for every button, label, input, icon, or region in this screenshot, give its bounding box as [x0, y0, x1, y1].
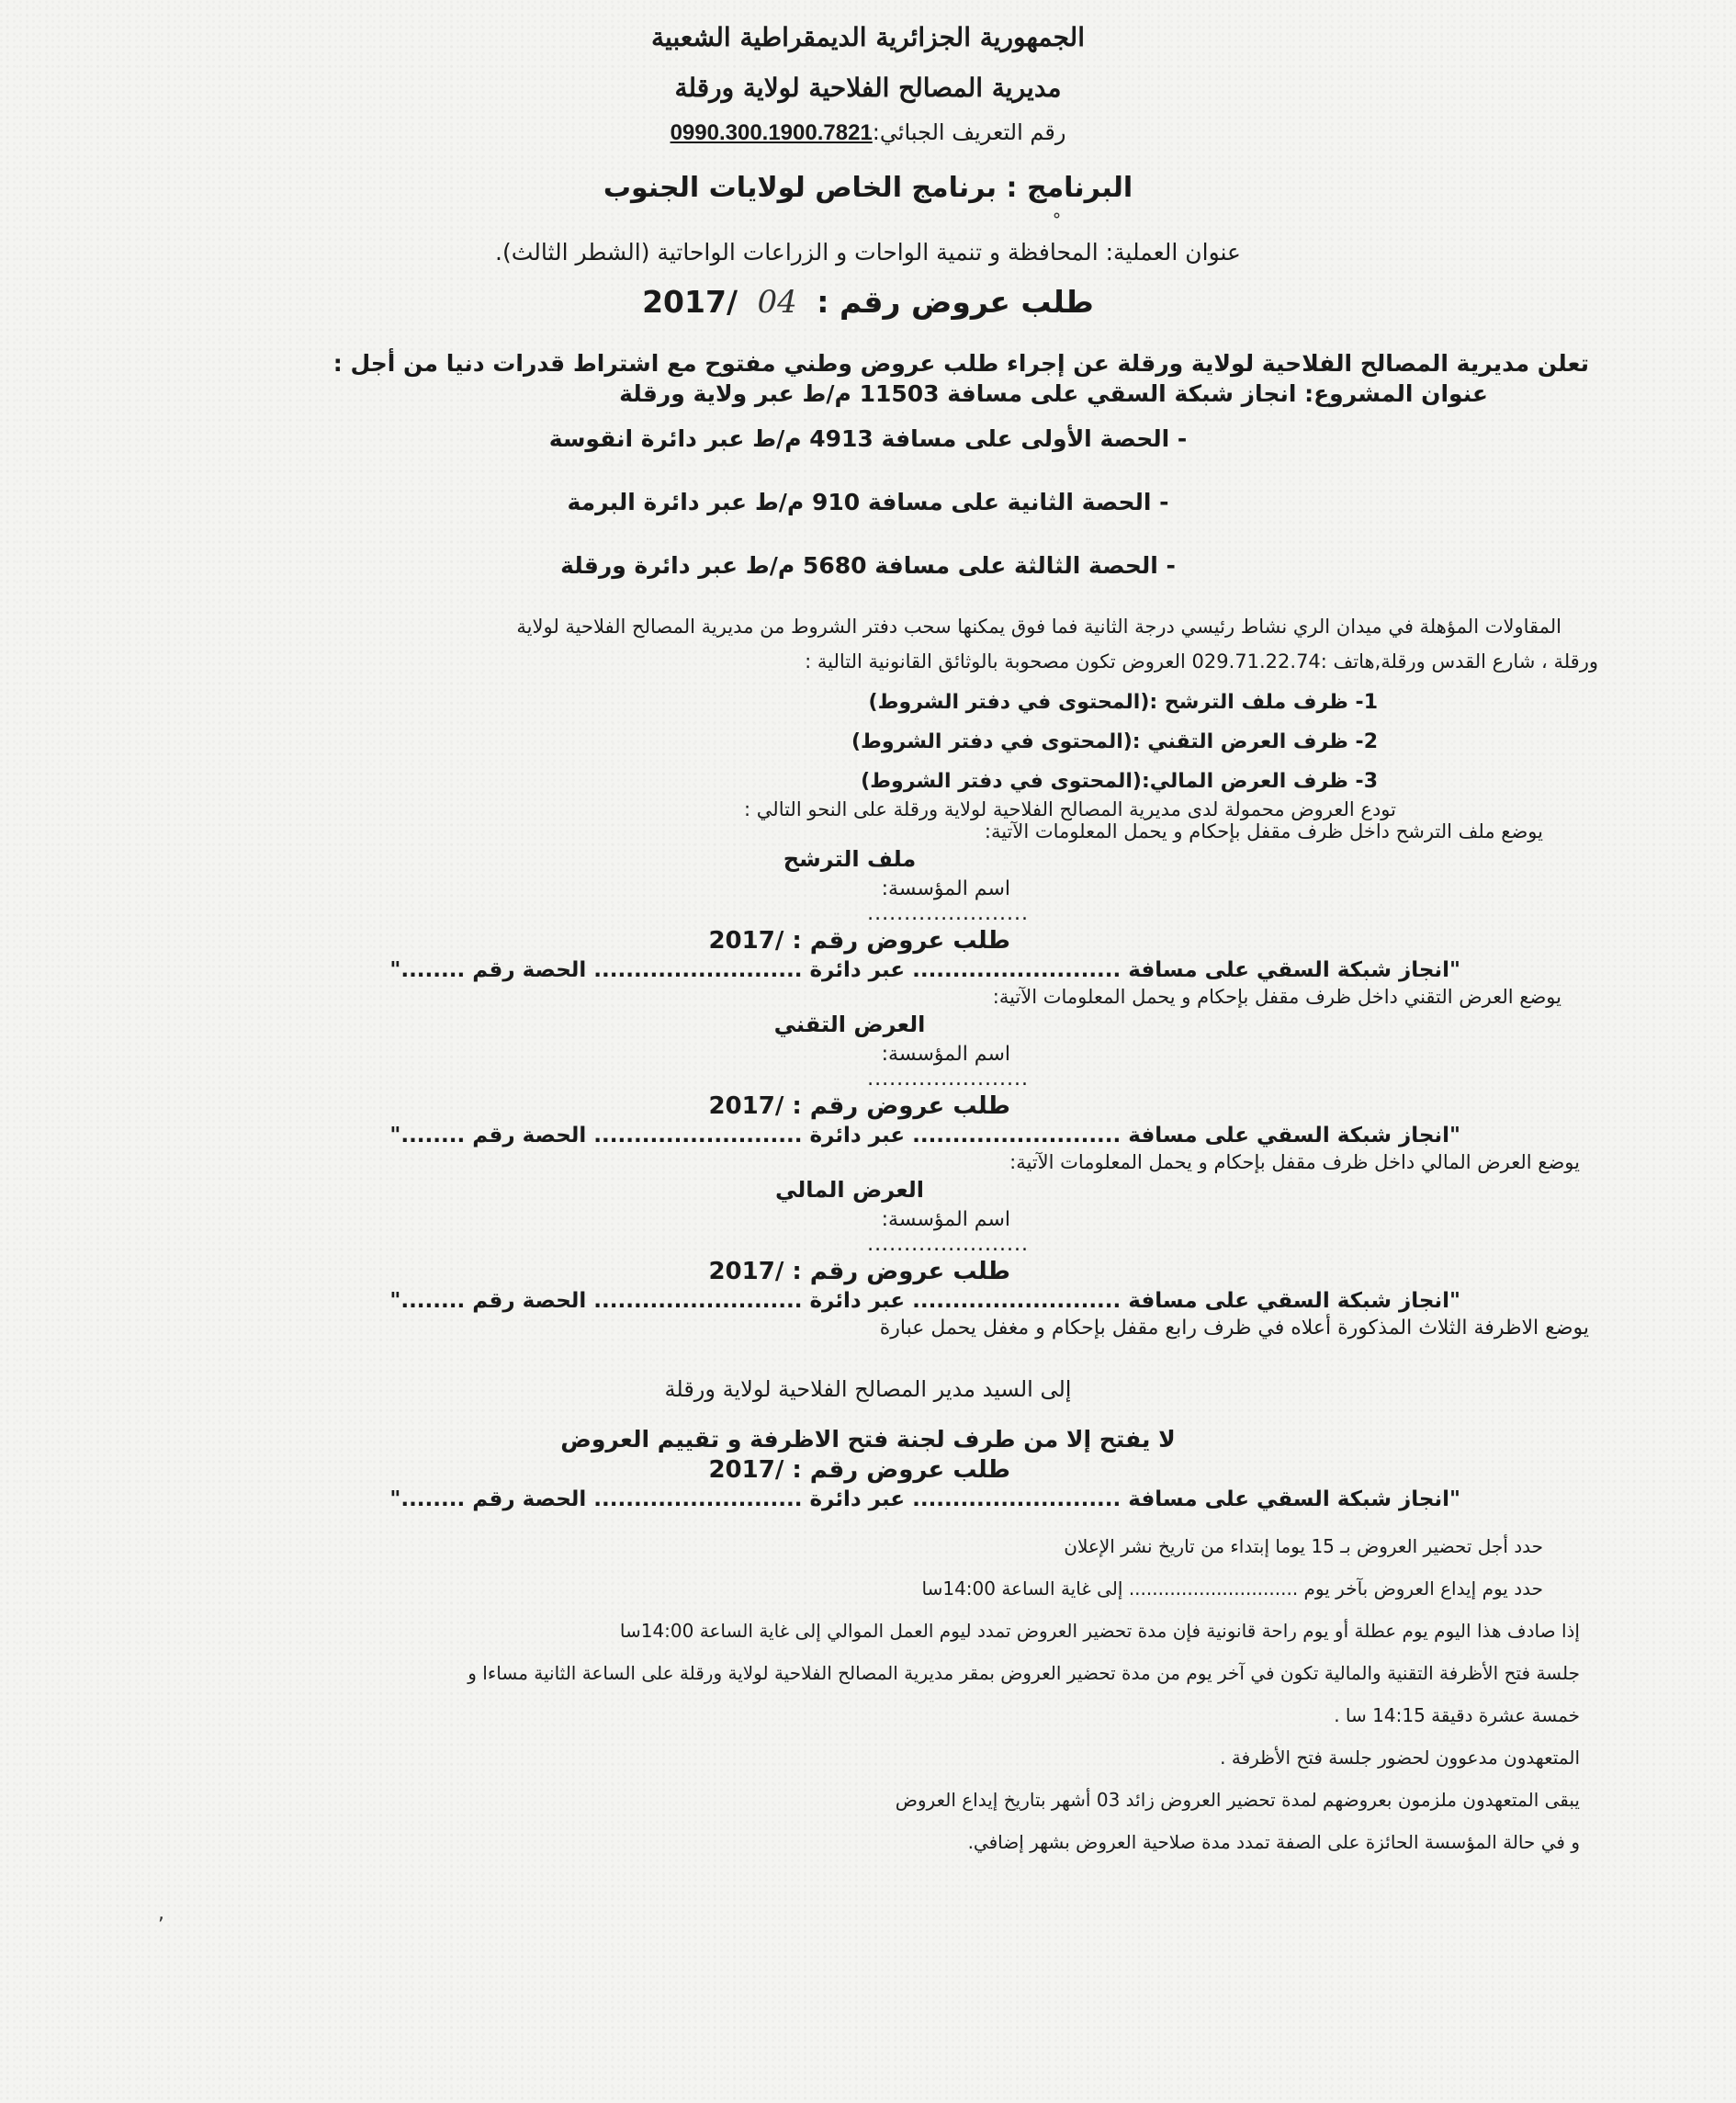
- stray-mark: ˚: [1052, 213, 1062, 236]
- announcement-line-1: تعلن مديرية المصالح الفلاحية لولاية ورقلة عن إجراء طلب عروض وطني مفتوح مع اشتراط قدرات دنيا من أجل :: [333, 350, 1589, 377]
- form-project-line: "انجاز شبكة السقي على مسافة .......................... عبر دائرة .......................... الحصة رقم ........": [389, 1289, 1460, 1313]
- form-request-line: طلب عروض رقم : /2017: [708, 1258, 1010, 1285]
- company-name-label: اسم المؤسسة:: [881, 877, 1010, 900]
- outer-envelope-form: [138, 1456, 1598, 1511]
- term-line: المتعهدون مدعوون لحضور جلسة فتح الأظرفة .: [1220, 1747, 1580, 1769]
- eligibility-line-1: المقاولات المؤهلة في ميدان الري نشاط رئيسي درجة الثانية فما فوق يمكنها سحب دفتر الشروط من مديرية المصالح الفلاحية لولاية: [516, 616, 1561, 638]
- tax-id-label: رقم التعريف الجبائي:: [872, 119, 1066, 145]
- tax-id-line: [138, 119, 1598, 146]
- request-title: [138, 284, 1598, 321]
- form-project-line: "انجاز شبكة السقي على مسافة .......................... عبر دائرة .......................... الحصة رقم ........": [389, 1124, 1460, 1148]
- program-title: البرنامج : برنامج الخاص لولايات الجنوب: [603, 172, 1133, 204]
- request-number-handwritten: 04: [757, 284, 797, 321]
- company-name-dots: ......................: [867, 902, 1029, 925]
- candidacy-envelope-form: [138, 846, 1598, 982]
- term-line: خمسة عشرة دقيقة 14:15 سا .: [1334, 1704, 1580, 1726]
- form-title: ملف الترشح: [783, 846, 917, 872]
- form-project-line: "انجاز شبكة السقي على مسافة .......................... عبر دائرة .......................... الحصة رقم ........": [389, 1487, 1460, 1511]
- deposit-intro: تودع العروض محمولة لدى مديرية المصالح الفلاحية لولاية ورقلة على النحو التالي :: [744, 798, 1396, 820]
- outer-envelope-address: إلى السيد مدير المصالح الفلاحية لولاية ورقلة: [664, 1376, 1072, 1402]
- request-label: طلب عروض رقم :: [817, 284, 1094, 320]
- financial-envelope-form: [138, 1177, 1598, 1313]
- technical-intro: يوضع العرض التقني داخل ظرف مقفل بإحكام و يحمل المعلومات الآتية:: [992, 986, 1561, 1008]
- company-name-label: اسم المؤسسة:: [881, 1208, 1010, 1231]
- lot-item: - الحصة الأولى على مسافة 4913 م/ط عبر دائرة انقوسة: [548, 425, 1188, 452]
- outer-envelope-not-open: لا يفتح إلا من طرف لجنة فتح الاظرفة و تقييم العروض: [560, 1426, 1176, 1453]
- form-project-line: "انجاز شبكة السقي على مسافة .......................... عبر دائرة .......................... الحصة رقم ........": [389, 958, 1460, 982]
- company-name-dots: ......................: [867, 1068, 1029, 1091]
- form-title: العرض المالي: [775, 1177, 924, 1203]
- term-line: حدد أجل تحضير العروض بـ 15 يوما إبتداء من تاريخ نشر الإعلان: [1064, 1535, 1543, 1557]
- envelope-item: 1- ظرف ملف الترشح :(المحتوى في دفتر الشروط): [868, 691, 1378, 714]
- lot-item: - الحصة الثالثة على مسافة 5680 م/ط عبر دائرة ورقلة: [560, 552, 1176, 579]
- technical-envelope-form: [138, 1012, 1598, 1148]
- term-line: و في حالة المؤسسة الحائزة على الصفة تمدد مدة صلاحية العروض بشهر إضافي.: [967, 1831, 1580, 1853]
- term-line: جلسة فتح الأظرفة التقنية والمالية تكون في آخر يوم من مدة تحضير العروض بمقر مديرية المصالح الفلاحية لولاية ورقلة على الساعة الثانية مساءا و: [468, 1662, 1580, 1684]
- tax-id-value: 0990.300.1900.7821: [670, 120, 873, 145]
- stray-mark: ,: [158, 1902, 164, 1925]
- lot-item: - الحصة الثانية على مسافة 910 م/ط عبر دائرة البرمة: [567, 489, 1169, 515]
- operation-title: عنوان العملية: المحافظة و تنمية الواحات و الزراعات الواحاتية (الشطر الثالث).: [495, 239, 1241, 266]
- form-request-line: طلب عروض رقم : /2017: [708, 1092, 1010, 1120]
- form-request-line: طلب عروض رقم : /2017: [708, 1456, 1010, 1484]
- company-name-label: اسم المؤسسة:: [881, 1043, 1010, 1066]
- financial-intro: يوضع العرض المالي داخل ظرف مقفل بإحكام و يحمل المعلومات الآتية:: [1009, 1151, 1580, 1173]
- lots-list: [138, 425, 1598, 579]
- directorate-heading: مديرية المصالح الفلاحية لولاية ورقلة: [674, 73, 1062, 103]
- request-year: /2017: [642, 284, 738, 320]
- eligibility-line-2: ورقلة ، شارع القدس ورقلة,هاتف :029.71.22.74 العروض تكون مصحوبة بالوثائق القانونية التالية :: [805, 650, 1598, 673]
- envelope-item: 3- ظرف العرض المالي:(المحتوى في دفتر الشروط): [861, 770, 1378, 793]
- announcement-line-2: عنوان المشروع: انجاز شبكة السقي على مسافة 11503 م/ط عبر ولاية ورقلة: [619, 380, 1488, 407]
- term-line: إذا صادف هذا اليوم يوم عطلة أو يوم راحة قانونية فإن مدة تحضير العروض تمدد ليوم العمل الموالي إلى غاية الساعة 14:00سا: [619, 1620, 1580, 1642]
- outer-envelope-intro: يوضع الاظرفة الثلاث المذكورة أعلاه في ظرف رابع مقفل بإحكام و مغفل يحمل عبارة: [879, 1317, 1589, 1340]
- candidacy-intro: يوضع ملف الترشح داخل ظرف مقفل بإحكام و يحمل المعلومات الآتية:: [984, 820, 1543, 842]
- company-name-dots: ......................: [867, 1233, 1029, 1256]
- republic-heading: الجمهورية الجزائرية الديمقراطية الشعبية: [650, 22, 1085, 52]
- envelope-item: 2- ظرف العرض التقني :(المحتوى في دفتر الشروط): [851, 730, 1378, 753]
- term-line: يبقى المتعهدون ملزمون بعروضهم لمدة تحضير العروض زائد 03 أشهر بتاريخ إيداع العروض: [895, 1789, 1580, 1811]
- term-line: حدد يوم إيداع العروض بآخر يوم ............................. إلى غاية الساعة 14:00سا: [921, 1577, 1543, 1600]
- form-request-line: طلب عروض رقم : /2017: [708, 927, 1010, 955]
- form-title: العرض التقني: [773, 1012, 926, 1037]
